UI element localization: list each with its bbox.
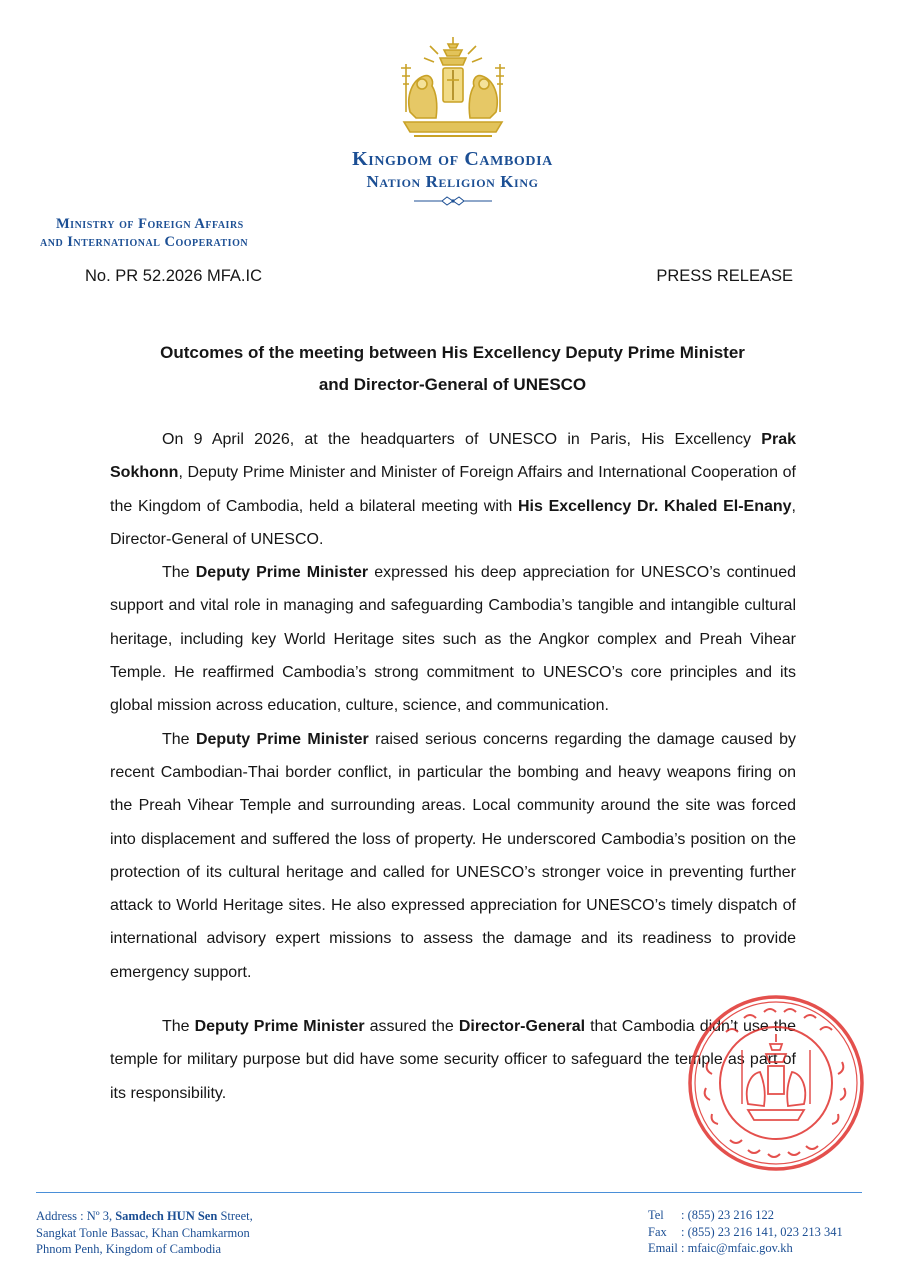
person-title: Deputy Prime Minister xyxy=(194,1018,365,1036)
email-row xyxy=(648,1240,843,1257)
kingdom-motto: Nation Religion King xyxy=(366,172,539,191)
address-line1 xyxy=(36,1208,253,1225)
paragraph-2 xyxy=(110,556,796,722)
tel-value: : (855) 23 216 122 xyxy=(681,1208,775,1222)
footer-divider xyxy=(36,1192,862,1193)
paragraph-text: assured the xyxy=(364,1018,459,1036)
footer-contact xyxy=(648,1207,843,1257)
address-text: Address : Nº 3, xyxy=(36,1209,116,1223)
reference-number: No. PR 52.2026 MFA.IC xyxy=(85,267,262,285)
street-name: Samdech HUN Sen xyxy=(115,1209,218,1223)
person-title: Deputy Prime Minister xyxy=(195,564,369,582)
paragraph-text: , Deputy Prime Minister and Minister of Foreign Affairs and International Cooperation of the Kingdom of Cambodia, held a bilateral meeting with xyxy=(110,464,796,515)
kingdom-title: Kingdom of Cambodia xyxy=(352,148,553,170)
address-line3: Phnom Penh, Kingdom of Cambodia xyxy=(36,1242,222,1256)
paragraph-text: expressed his deep appreciation for UNESCO’s continued support and vital role in managing and safeguarding Cambodia’s tangible and intangible cultural heritage, including key World Heritage sites such as the Angkor complex and Preah Vihear Temple. He reaffirmed Cambodia’s strong commitment to UNESCO’s core principles and its global mission across education, culture, science, and communication. xyxy=(110,564,797,715)
headline-line1: Outcomes of the meeting between His Excellency Deputy Prime Minister xyxy=(160,343,745,362)
footer-address xyxy=(36,1208,253,1258)
email-value[interactable]: : mfaic@mfaic.gov.kh xyxy=(681,1241,793,1255)
paragraph-text: The xyxy=(162,730,196,748)
email-label: Email xyxy=(648,1241,678,1255)
paragraph-text: that Cambodia didn’t use the temple for military purpose but did have some security officer to safeguard the temple as part of its responsibility. xyxy=(110,1018,797,1102)
paragraph-text: On 9 April 2026, at the headquarters of UNESCO in Paris, His Excellency xyxy=(162,431,762,448)
ministry-name-line1: Ministry of Foreign Affairs xyxy=(56,216,244,232)
tel-row xyxy=(648,1207,843,1224)
person-title: Director-General xyxy=(458,1018,586,1036)
paragraph-1 xyxy=(110,423,796,556)
fax-value: : (855) 23 216 141, 023 213 341 xyxy=(681,1224,843,1239)
address-line2: Sangkat Tonle Bassac, Khan Chamkarmon xyxy=(36,1225,250,1240)
paragraph-text: The xyxy=(162,1018,195,1036)
paragraph-text: The xyxy=(162,564,196,582)
person-name: Prak Sokhonn xyxy=(110,431,796,482)
person-name: His Excellency Dr. Khaled El-Enany xyxy=(517,497,792,515)
paragraph-3 xyxy=(110,723,796,989)
ministry-name-line2: and International Cooperation xyxy=(40,234,249,250)
headline-line2: and Director-General of UNESCO xyxy=(318,375,587,394)
paragraph-text: , Director-General of UNESCO. xyxy=(110,497,796,548)
royal-arms-emblem-icon xyxy=(396,34,510,142)
address-text: Street, xyxy=(217,1209,253,1223)
ministry-seal-stamp-icon xyxy=(686,992,866,1174)
fax-row xyxy=(648,1224,843,1241)
fax-label: Fax xyxy=(648,1224,667,1239)
paragraph-text: raised serious concerns regarding the damage caused by recent Cambodian-Thai border conflict, in particular the bombing and heavy weapons firing on the Preah Vihear Temple and surrounding areas. Local community around the site was forced into displacement and suffered the loss of property. He underscored Cambodia’s position on the protection of its cultural heritage and called for UNESCO’s stronger voice in preventing further attack to World Heritage sites. He also expressed appreciation for UNESCO’s timely dispatch of international advisory expert missions to assess the damage and its readiness to provide emergency support. xyxy=(110,730,797,981)
tel-label: Tel xyxy=(648,1208,664,1222)
document-type: PRESS RELEASE xyxy=(656,267,793,285)
person-title: Deputy Prime Minister xyxy=(195,730,369,748)
ornament-divider-icon xyxy=(412,195,494,207)
